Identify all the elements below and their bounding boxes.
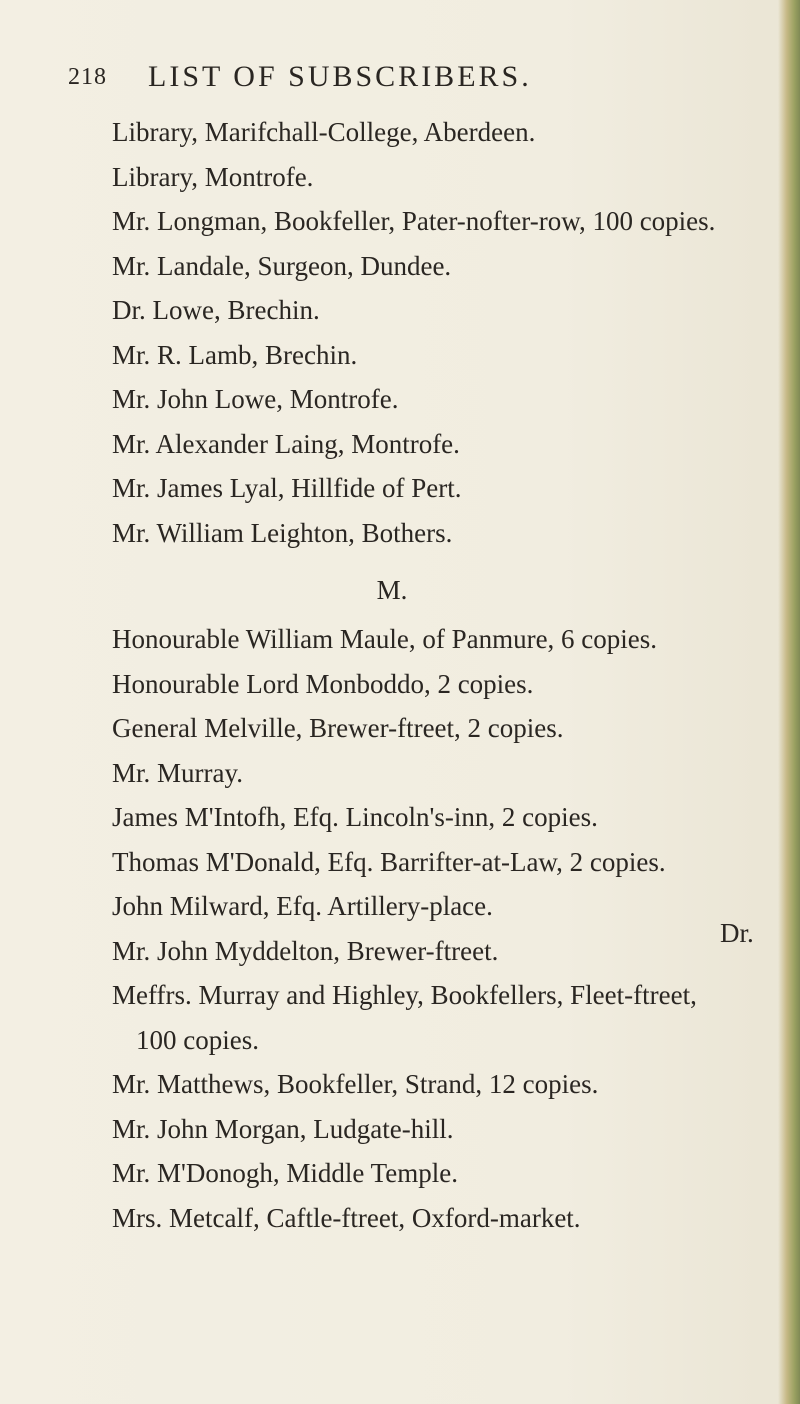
- subscriber-entry: Mr. Matthews, Bookfeller, Strand, 12 copies.: [112, 1069, 599, 1099]
- page-header: [68, 60, 708, 100]
- subscriber-entry: Mr. John Lowe, Montrofe.: [112, 384, 399, 414]
- subscriber-entry: Meffrs. Murray and Highley, Bookfellers, Fleet-ftreet,: [112, 980, 697, 1010]
- subscriber-entry: Mr. James Lyal, Hillfide of Pert.: [112, 473, 462, 503]
- subscriber-entry: Mr. William Leighton, Bothers.: [112, 517, 453, 548]
- subscriber-entry: Thomas M'Donald, Efq. Barrifter-at-Law, 2 copies.: [112, 846, 666, 877]
- subscriber-entry: James M'Intofh, Efq. Lincoln's-inn, 2 copies.: [112, 802, 598, 832]
- subscriber-entry: John Milward, Efq. Artillery-place.: [112, 891, 493, 921]
- subscriber-entry: Library, Montrofe.: [112, 161, 314, 192]
- subscriber-entry: General Melville, Brewer-ftreet, 2 copies.: [112, 713, 564, 743]
- subscriber-entry: Dr. Lowe, Brechin.: [112, 295, 320, 325]
- page-number: 218: [68, 64, 107, 90]
- subscriber-entry: Library, Marifchall-College, Aberdeen.: [112, 117, 536, 147]
- subscriber-entry: Honourable Lord Monboddo, 2 copies.: [112, 668, 534, 699]
- catchword: Dr.: [720, 918, 754, 948]
- subscriber-entry: Mr. Alexander Laing, Montrofe.: [112, 428, 460, 459]
- subscriber-list: [112, 110, 716, 1240]
- subscriber-entry: Mr. Longman, Bookfeller, Pater-nofter-row, 100 copies.: [112, 206, 716, 236]
- page-edge: [778, 0, 800, 1404]
- subscriber-entry: Mr. Murray.: [112, 757, 243, 788]
- running-title: LIST OF SUBSCRIBERS.: [148, 60, 532, 93]
- subscriber-entry: Mr. Landale, Surgeon, Dundee.: [112, 250, 452, 281]
- subscriber-entry-continuation: 100 copies.: [136, 1024, 259, 1055]
- subscriber-entry: Mrs. Metcalf, Caftle-ftreet, Oxford-market.: [112, 1202, 581, 1233]
- subscriber-entry: Honourable William Maule, of Panmure, 6 copies.: [112, 624, 658, 654]
- subscriber-entry: Mr. John Myddelton, Brewer-ftreet.: [112, 935, 499, 966]
- section-letter: M.: [376, 575, 408, 605]
- subscriber-entry: Mr. John Morgan, Ludgate-hill.: [112, 1113, 454, 1144]
- subscriber-entry: Mr. M'Donogh, Middle Temple.: [112, 1158, 458, 1188]
- subscriber-entry: Mr. R. Lamb, Brechin.: [112, 339, 358, 370]
